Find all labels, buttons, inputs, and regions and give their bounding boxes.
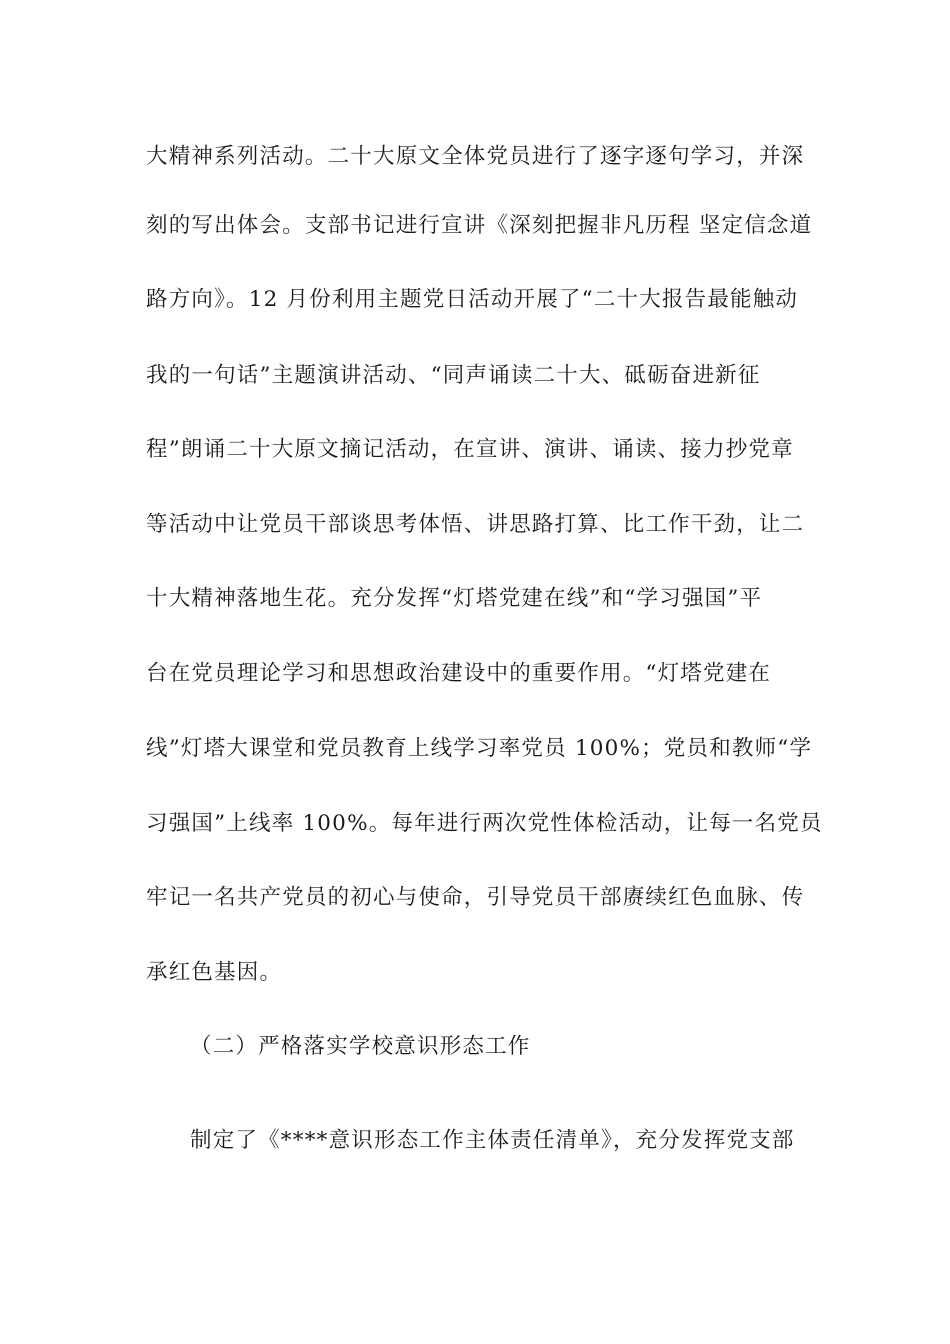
body-text-line: 习强国”上线率 100%。每年进行两次党性体检活动，让每一名党员	[146, 811, 823, 836]
body-text-line: 等活动中让党员干部谈思考体悟、讲思路打算、比工作干劲，让二	[146, 512, 805, 537]
body-text-line: 我的一句话”主题演讲活动、“同声诵读二十大、砥砺奋进新征	[146, 363, 761, 388]
section-heading: （二）严格落实学校意识形态工作	[190, 1034, 531, 1059]
body-text-line: 刻的写出体会。支部书记进行宣讲《深刻把握非凡历程 坚定信念道	[146, 213, 813, 238]
body-text-line: 台在党员理论学习和思想政治建设中的重要作用。“灯塔党建在	[146, 661, 772, 686]
body-text-line: 线”灯塔大课堂和党员教育上线学习率党员 100%；党员和教师“学	[146, 736, 813, 761]
paragraph-first-line: 制定了《****意识形态工作主体责任清单》，充分发挥党支部	[190, 1128, 795, 1153]
body-text-line: 程”朗诵二十大原文摘记活动，在宣讲、演讲、诵读、接力抄党章	[146, 437, 794, 462]
body-text-line: 路方向》。12 月份利用主题党日活动开展了“二十大报告最能触动	[146, 287, 799, 312]
body-text-line: 牢记一名共产党员的初心与使命，引导党员干部赓续红色血脉、传	[146, 885, 805, 910]
body-text-line: 承红色基因。	[146, 960, 283, 985]
body-text-line: 大精神系列活动。二十大原文全体党员进行了逐字逐句学习，并深	[146, 144, 805, 169]
body-text-line: 十大精神落地生花。充分发挥“灯塔党建在线”和“学习强国”平	[146, 586, 763, 611]
